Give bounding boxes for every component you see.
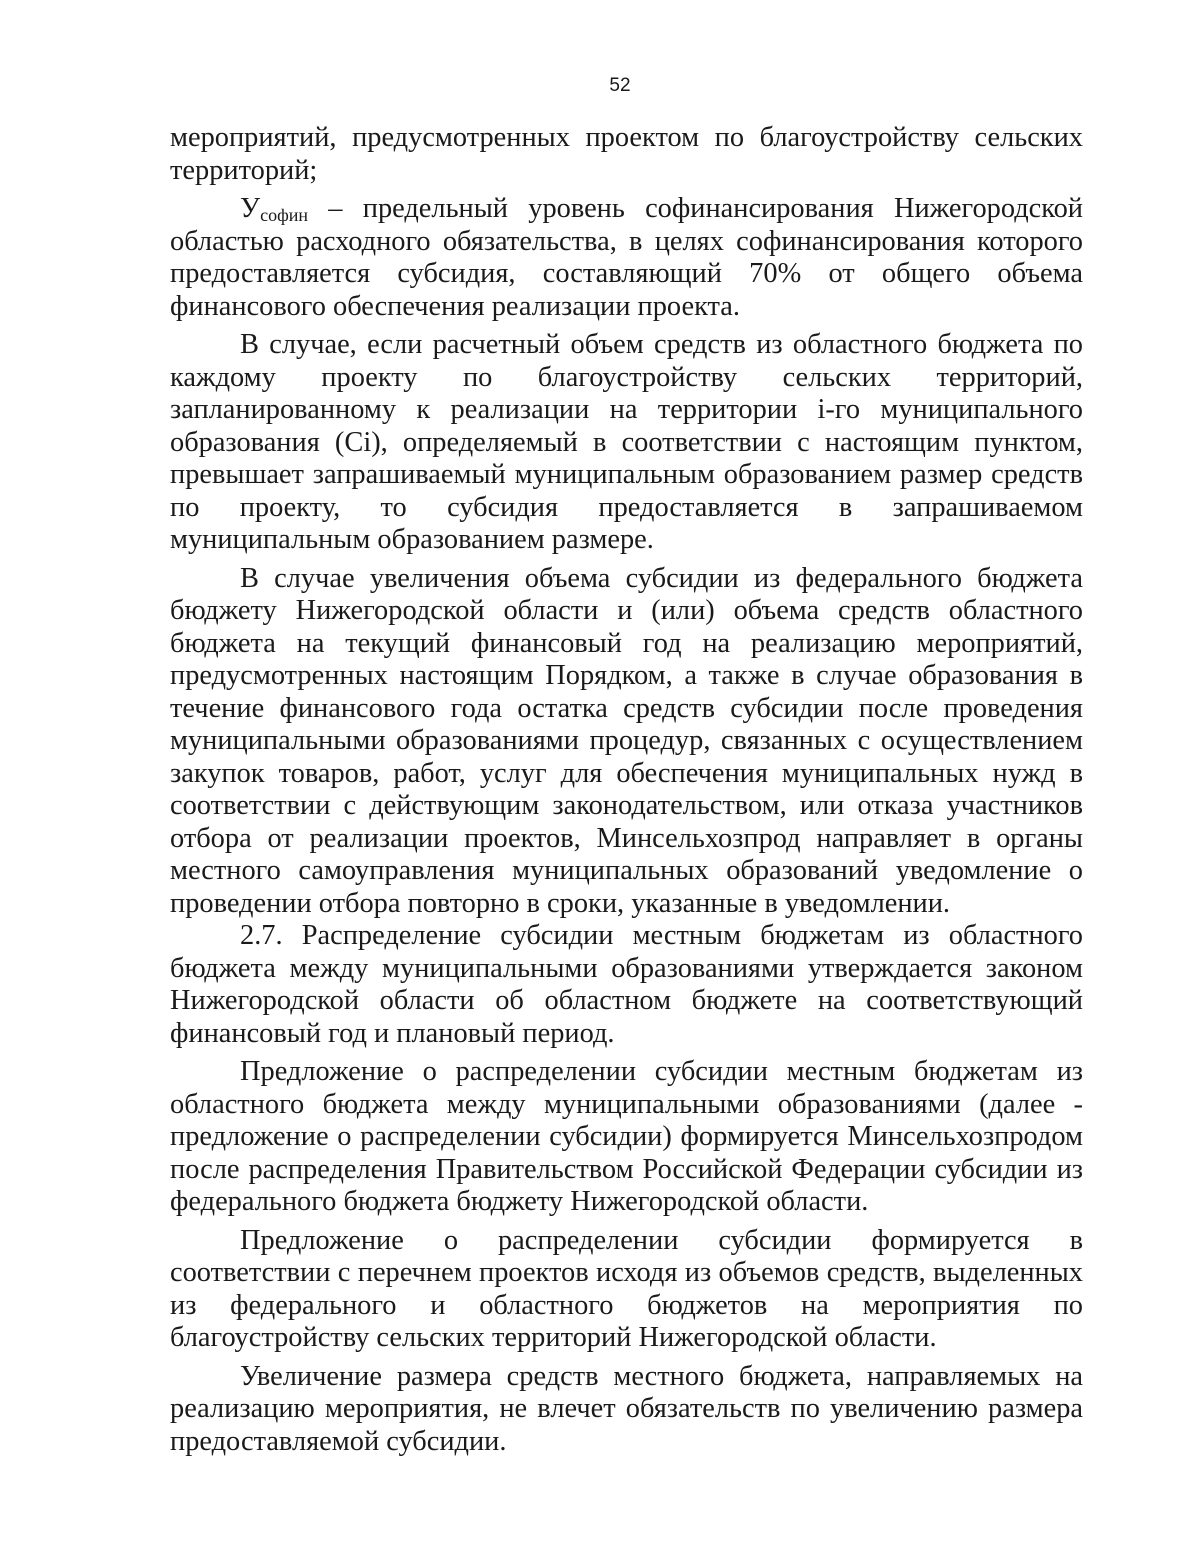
paragraph-2: [170, 193, 1083, 323]
document-body: [170, 122, 1083, 1458]
paragraph-3: В случае, если расчетный объем средств из областного бюджета по каждому проекту по благоустройству сельских территорий, запланированному к реализации на территории i-го муниципального образования (Ci), определяемый в соответствии с настоящим пунктом, превышает запрашиваемый муниципальным образованием размер средств по проекту, то субсидия предоставляется в запрашиваемом муниципальным образованием размере.: [170, 329, 1083, 555]
paragraph-6: Предложение о распределении субсидии местным бюджетам из областного бюджета между муниципальными образованиями (далее - предложение о распределении субсидии) формируется Минсельхозпродом после распределения Правительством Российской Федерации субсидии из федерального бюджета бюджету Нижегородской области.: [170, 1056, 1083, 1217]
page-number: 52: [609, 75, 631, 96]
paragraph-1: мероприятий, предусмотренных проектом по благоустройству сельских территорий;: [170, 122, 1083, 186]
paragraph-7: Предложение о распределении субсидии формируется в соответствии с перечнем проектов исходя из объемов средств, выделенных из федерального и областного бюджетов на мероприятия по благоустройству сельских территорий Нижегородской области.: [170, 1224, 1083, 1353]
paragraph-8: Увеличение размера средств местного бюджета, направляемых на реализацию мероприятия, не влечет обязательств по увеличению размера предоставляемой субсидии.: [170, 1360, 1083, 1457]
formula-symbol: У: [240, 193, 261, 224]
paragraph-5: 2.7. Распределение субсидии местным бюджетам из областного бюджета между муниципальными образованиями утверждается законом Нижегородской области об областном бюджете на соответствующий финансовый год и плановый период.: [170, 920, 1083, 1049]
paragraph-2-text: – предельный уровень софинансирования Нижегородской областью расходного обязательства, в целях софинансирования которого предоставляется субсидия, составляющий 70% от общего объема финансового обеспечения реализации проекта.: [170, 193, 1083, 322]
formula-subscript: софин: [260, 205, 309, 225]
paragraph-4: В случае увеличения объема субсидии из федерального бюджета бюджету Нижегородской области и (или) объема средств областного бюджета на текущий финансовый год на реализацию мероприятий, предусмотренных настоящим Порядком, а также в случае образования в течение финансового года остатка средств субсидии после проведения муниципальными образованиями процедур, связанных с осуществлением закупок товаров, работ, услуг для обеспечения муниципальных нужд в соответствии с действующим законодательством, или отказа участников отбора от реализации проектов, Минсельхозпрод направляет в органы местного самоуправления муниципальных образований уведомление о проведении отбора повторно в сроки, указанные в уведомлении.: [170, 562, 1083, 919]
